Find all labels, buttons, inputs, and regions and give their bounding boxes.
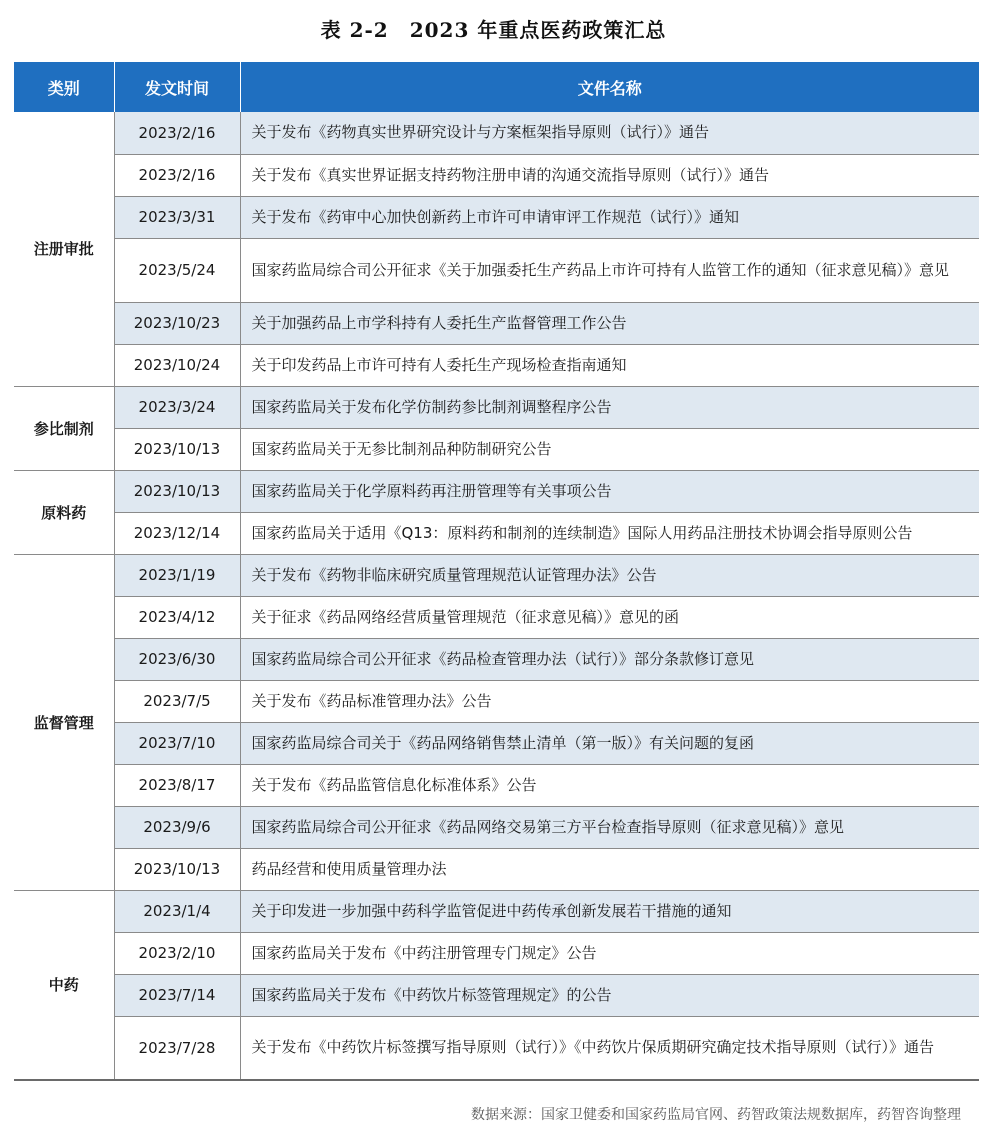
table-row xyxy=(14,680,979,722)
table-row xyxy=(14,890,979,932)
table-row xyxy=(14,638,979,680)
table-row xyxy=(14,512,979,554)
date-cell: 2023/3/24 xyxy=(114,386,240,428)
header-doc: 文件名称 xyxy=(240,62,979,112)
table-row xyxy=(14,722,979,764)
category-cell: 原料药 xyxy=(14,470,114,554)
date-cell: 2023/7/28 xyxy=(114,1016,240,1080)
date-cell: 2023/10/13 xyxy=(114,848,240,890)
header-date: 发文时间 xyxy=(114,62,240,112)
doc-cell: 国家药监局综合司公开征求《药品网络交易第三方平台检查指导原则（征求意见稿）》意见 xyxy=(240,806,979,848)
table-row xyxy=(14,302,979,344)
table-row xyxy=(14,932,979,974)
table-header-row xyxy=(14,62,979,112)
table-row xyxy=(14,554,979,596)
doc-cell: 国家药监局综合司关于《药品网络销售禁止清单（第一版）》有关问题的复函 xyxy=(240,722,979,764)
doc-cell: 关于印发进一步加强中药科学监管促进中药传承创新发展若干措施的通知 xyxy=(240,890,979,932)
date-cell: 2023/10/23 xyxy=(114,302,240,344)
table-row xyxy=(14,596,979,638)
category-cell: 注册审批 xyxy=(14,112,114,386)
doc-cell: 关于发布《中药饮片标签撰写指导原则（试行）》《中药饮片保质期研究确定技术指导原则（试行）》通告 xyxy=(240,1016,979,1080)
category-cell: 监督管理 xyxy=(14,554,114,890)
doc-cell: 药品经营和使用质量管理办法 xyxy=(240,848,979,890)
doc-cell: 关于加强药品上市学科持有人委托生产监督管理工作公告 xyxy=(240,302,979,344)
doc-cell: 关于发布《药审中心加快创新药上市许可申请审评工作规范（试行）》通知 xyxy=(240,196,979,238)
table-title: 表 2-2 2023 年重点医药政策汇总 xyxy=(320,18,667,42)
date-cell: 2023/4/12 xyxy=(114,596,240,638)
table-row xyxy=(14,112,979,154)
doc-cell: 国家药监局综合司公开征求《药品检查管理办法（试行）》部分条款修订意见 xyxy=(240,638,979,680)
doc-cell: 关于发布《药品标准管理办法》公告 xyxy=(240,680,979,722)
table-row xyxy=(14,764,979,806)
date-cell: 2023/7/10 xyxy=(114,722,240,764)
table-row xyxy=(14,196,979,238)
doc-cell: 关于印发药品上市许可持有人委托生产现场检查指南通知 xyxy=(240,344,979,386)
date-cell: 2023/10/24 xyxy=(114,344,240,386)
date-cell: 2023/7/14 xyxy=(114,974,240,1016)
doc-cell: 国家药监局关于发布《中药注册管理专门规定》公告 xyxy=(240,932,979,974)
date-cell: 2023/10/13 xyxy=(114,428,240,470)
doc-cell: 关于发布《药品监管信息化标准体系》公告 xyxy=(240,764,979,806)
doc-cell: 关于征求《药品网络经营质量管理规范（征求意见稿）》意见的函 xyxy=(240,596,979,638)
data-source-note: 数据来源：国家卫健委和国家药监局官网、药智政策法规数据库，药智咨询整理 xyxy=(471,1107,961,1123)
date-cell: 2023/3/31 xyxy=(114,196,240,238)
policy-table xyxy=(14,62,979,1081)
category-cell: 参比制剂 xyxy=(14,386,114,470)
table-row xyxy=(14,974,979,1016)
doc-cell: 国家药监局关于无参比制剂品种防制研究公告 xyxy=(240,428,979,470)
table-row xyxy=(14,238,979,302)
date-cell: 2023/6/30 xyxy=(114,638,240,680)
date-cell: 2023/8/17 xyxy=(114,764,240,806)
doc-cell: 国家药监局关于适用《Q13：原料药和制剂的连续制造》国际人用药品注册技术协调会指导原则公告 xyxy=(240,512,979,554)
table-row xyxy=(14,154,979,196)
doc-cell: 国家药监局关于发布《中药饮片标签管理规定》的公告 xyxy=(240,974,979,1016)
doc-cell: 国家药监局关于化学原料药再注册管理等有关事项公告 xyxy=(240,470,979,512)
table-row xyxy=(14,470,979,512)
doc-cell: 关于发布《药物真实世界研究设计与方案框架指导原则（试行）》通告 xyxy=(240,112,979,154)
table-row xyxy=(14,386,979,428)
date-cell: 2023/2/16 xyxy=(114,112,240,154)
date-cell: 2023/10/13 xyxy=(114,470,240,512)
table-row xyxy=(14,344,979,386)
table-row xyxy=(14,806,979,848)
date-cell: 2023/5/24 xyxy=(114,238,240,302)
header-category: 类别 xyxy=(14,62,114,112)
date-cell: 2023/12/14 xyxy=(114,512,240,554)
table-row xyxy=(14,428,979,470)
doc-cell: 关于发布《真实世界证据支持药物注册申请的沟通交流指导原则（试行）》通告 xyxy=(240,154,979,196)
date-cell: 2023/1/4 xyxy=(114,890,240,932)
table-row xyxy=(14,848,979,890)
date-cell: 2023/2/10 xyxy=(114,932,240,974)
date-cell: 2023/7/5 xyxy=(114,680,240,722)
date-cell: 2023/9/6 xyxy=(114,806,240,848)
category-cell: 中药 xyxy=(14,890,114,1080)
doc-cell: 国家药监局综合司公开征求《关于加强委托生产药品上市许可持有人监管工作的通知（征求意见稿）》意见 xyxy=(240,238,979,302)
date-cell: 2023/2/16 xyxy=(114,154,240,196)
table-row xyxy=(14,1016,979,1080)
doc-cell: 关于发布《药物非临床研究质量管理规范认证管理办法》公告 xyxy=(240,554,979,596)
date-cell: 2023/1/19 xyxy=(114,554,240,596)
doc-cell: 国家药监局关于发布化学仿制药参比制剂调整程序公告 xyxy=(240,386,979,428)
